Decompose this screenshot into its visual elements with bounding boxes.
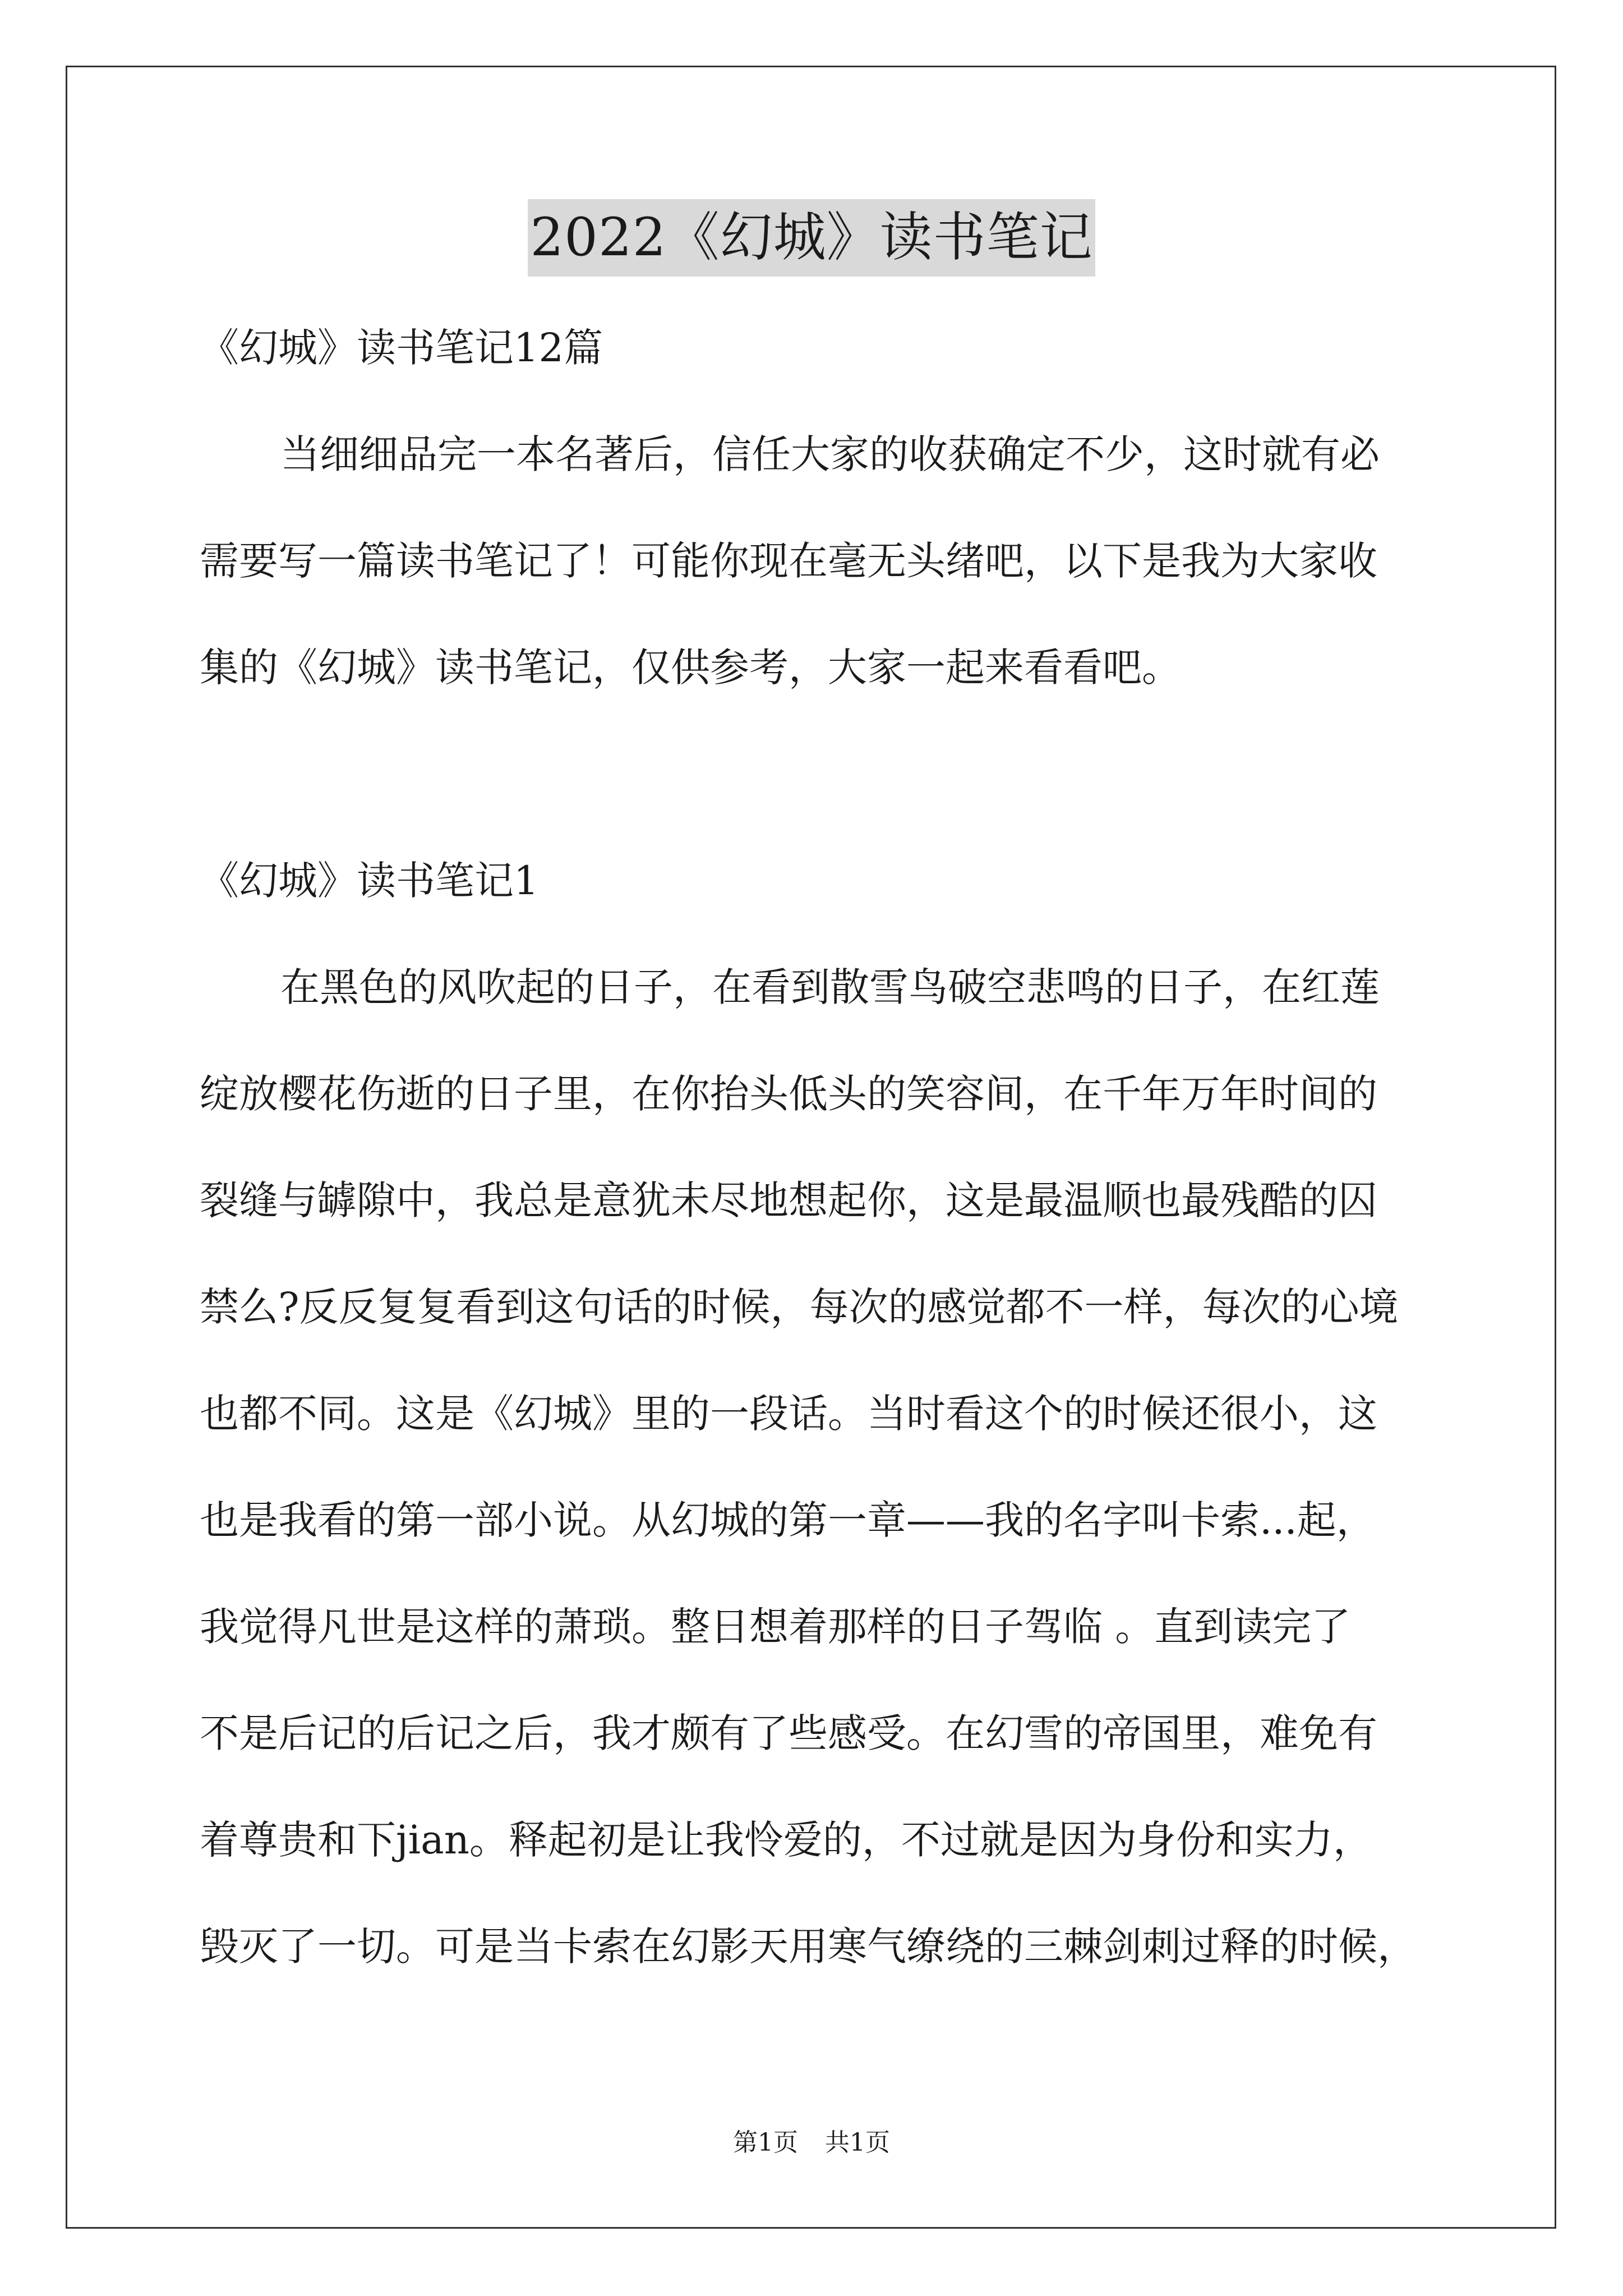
body-line: 我觉得凡世是这样的萧琐。整日想着那样的日子驾临 。直到读完了 <box>200 1604 1351 1650</box>
body-line: 着尊贵和下jian。释起初是让我怜爱的，不过就是因为身份和实力， <box>200 1817 1372 1863</box>
body-line: 在黑色的风吹起的日子，在看到散雪鸟破空悲鸣的日子，在红莲 <box>280 964 1380 1010</box>
body-line: 裂缝与罅隙中，我总是意犹未尽地想起你，这是最温顺也最残酷的囚 <box>200 1177 1377 1223</box>
section-heading: 《幻城》读书笔记1 <box>200 858 539 904</box>
intro-line: 集的《幻城》读书笔记，仅供参考，大家一起来看看吧。 <box>200 645 1181 691</box>
body-paragraph <box>200 934 1428 2000</box>
body-line: 绽放樱花伤逝的日子里，在你抬头低头的笑容间，在千年万年时间的 <box>200 1071 1377 1117</box>
subtitle: 《幻城》读书笔记12篇 <box>200 325 603 371</box>
body-line: 也是我看的第一部小说。从幻城的第一章——我的名字叫卡索...起， <box>200 1497 1376 1543</box>
intro-line: 当细细品完一本名著后，信任大家的收获确定不少，这时就有必 <box>280 431 1380 477</box>
body-line: 也都不同。这是《幻城》里的一段话。当时看这个的时候还很小，这 <box>200 1391 1377 1437</box>
body-line: 不是后记的后记之后，我才颇有了些感受。在幻雪的帝国里，难免有 <box>200 1710 1377 1756</box>
body-line: 毁灭了一切。可是当卡索在幻影天用寒气缭绕的三棘剑刺过释的时候， <box>200 1924 1417 1970</box>
page-footer <box>0 2126 1623 2160</box>
document-body <box>200 295 1428 2000</box>
body-line: 禁么?反反复复看到这句话的时候，每次的感觉都不一样，每次的心境 <box>200 1284 1399 1330</box>
page-count: 共1页 <box>825 2128 890 2157</box>
page-number: 第1页 <box>733 2128 798 2157</box>
intro-paragraph <box>200 401 1428 721</box>
title-container <box>0 199 1623 277</box>
document-title: 2022《幻城》读书笔记 <box>528 199 1095 277</box>
intro-line: 需要写一篇读书笔记了！可能你现在毫无头绪吧，以下是我为大家收 <box>200 538 1377 584</box>
